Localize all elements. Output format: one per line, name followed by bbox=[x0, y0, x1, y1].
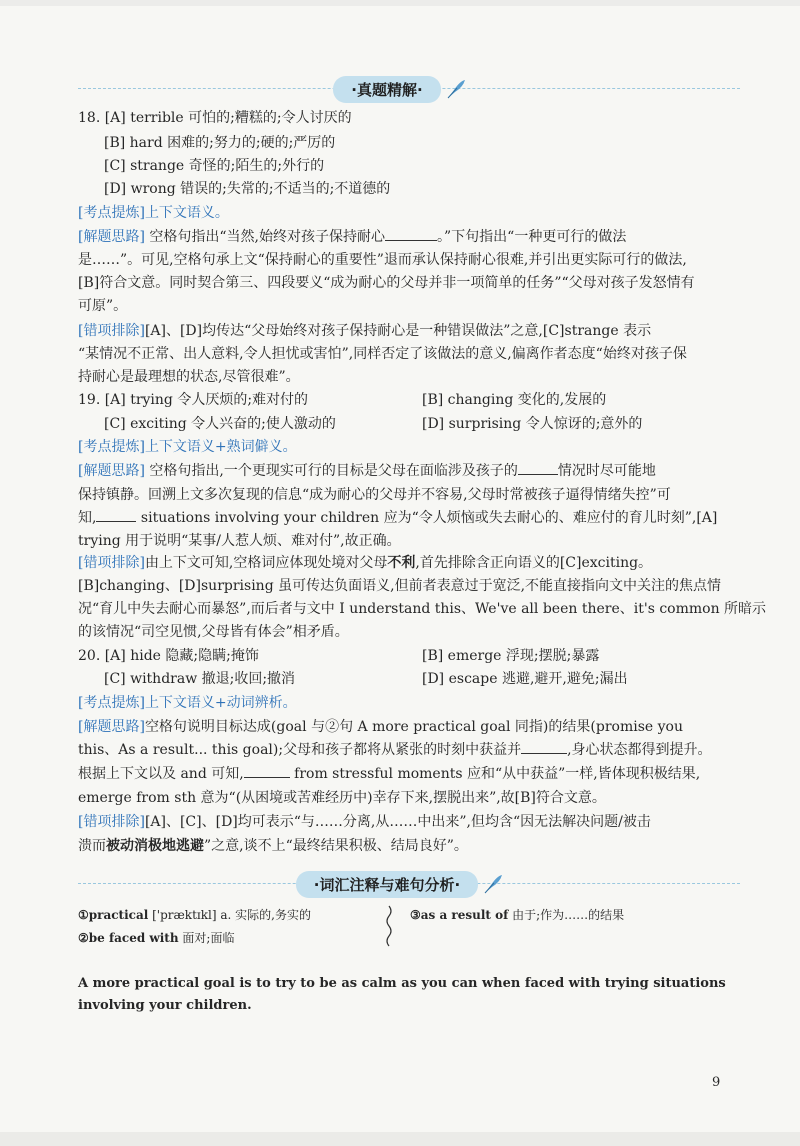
q19-reasoning-line2: 保持镇静。回溯上文多次复现的信息“成为耐心的父母并不容易,父母时常被孩子逼得情绪失控”可 bbox=[78, 487, 671, 503]
q20-option-b: [B] emerge 浮现;摆脱;暴露 bbox=[422, 648, 600, 664]
q20-key-point bbox=[78, 693, 748, 713]
quill-pen-icon bbox=[482, 873, 504, 895]
text-span: 根据上下文以及 and 可知, bbox=[78, 766, 244, 782]
reasoning-tag: [解题思路] bbox=[78, 229, 145, 245]
q18-reasoning-line1 bbox=[78, 227, 748, 247]
text-span: ,首先排除含正向语义的[C]exciting。 bbox=[415, 555, 653, 571]
answer-blank bbox=[96, 509, 136, 522]
text-span: 空格句指出,一个更现实可行的目标是父母在面临涉及孩子的 bbox=[149, 463, 518, 479]
reasoning-tag: [解题思路] bbox=[78, 719, 145, 735]
answer-blank bbox=[385, 228, 437, 241]
text-span: 被动消极地逃避 bbox=[106, 838, 204, 854]
text-span: [A]、[D]均传达“父母始终对孩子保持耐心是一种错误做法”之意,[C]strange 表示 bbox=[144, 323, 652, 339]
header-label: ·词汇注释与难句分析· bbox=[296, 871, 478, 898]
q20-option-c: [C] withdraw 撤退;收回;撤消 bbox=[104, 671, 296, 687]
key-point-tag: [考点提炼] bbox=[78, 439, 145, 455]
q20-reasoning-line3 bbox=[78, 764, 748, 784]
q20-exclusion-line1 bbox=[78, 812, 748, 832]
text-span: ['præktɪkl] a. 实际的,务实的 bbox=[152, 908, 311, 922]
key-point-text: 上下文语义+熟词僻义。 bbox=[144, 439, 297, 455]
text-span: 溃而 bbox=[78, 838, 106, 854]
q20-option-d: [D] escape 逃避,避开,避免;漏出 bbox=[422, 671, 628, 687]
q20-reasoning-line4: emerge from sth 意为“(从困境或苦难经历中)幸存下来,摆脱出来”,故[B]符合文意。 bbox=[78, 790, 606, 806]
q18-exclusion-line3: 持耐心是最理想的状态,尽管很难”。 bbox=[78, 369, 300, 385]
q18-reasoning-line3: [B]符合文意。同时契合第三、四段要义“成为耐心的父母并非一项简单的任务”“父母对孩子发怒情有 bbox=[78, 275, 695, 291]
q19-exclusion-line3: 况“育儿中失去耐心而暴怒”,而后者与文中 I understand this、We've all been there、it's common 所暗示 bbox=[78, 601, 767, 617]
section-header-vocab bbox=[0, 871, 800, 897]
q20-reasoning-line1 bbox=[78, 717, 748, 737]
q20-reasoning-line2 bbox=[78, 740, 748, 760]
text-span: situations involving your children 应为“令人烦恼或失去耐心的、难应付的育儿时刻”,[A] bbox=[140, 510, 718, 526]
text-span: [A]、[C]、[D]均可表示“与……分离,从……中出来”,但均含“因无法解决问题/被击 bbox=[144, 814, 651, 830]
q18-exclusion-line2: “某情况不正常、出人意料,令人担忧或害怕”,同样否定了该做法的意义,偏离作者态度“始终对孩子保 bbox=[78, 346, 687, 362]
q19-reasoning-line1 bbox=[78, 461, 748, 481]
q19-exclusion-line1 bbox=[78, 553, 748, 573]
vocab-item-1 bbox=[78, 906, 311, 924]
q18-reasoning-line4: 可原”。 bbox=[78, 298, 128, 314]
text-span: ②be faced with bbox=[78, 931, 179, 945]
reasoning-tag: [解题思路] bbox=[78, 463, 145, 479]
exclusion-tag: [错项排除] bbox=[78, 323, 145, 339]
bottom-edge bbox=[0, 1132, 800, 1146]
text-span: this、As a result... this goal);父母和孩子都将从紧张的时刻中获益并 bbox=[78, 742, 522, 758]
q19-reasoning-line3 bbox=[78, 508, 748, 528]
wavy-divider-icon bbox=[384, 905, 394, 947]
q18-option-d: [D] wrong 错误的;失常的;不适当的;不道德的 bbox=[104, 181, 391, 197]
text-span: ,身心状态都得到提升。 bbox=[567, 742, 712, 758]
text-span: from stressful moments 应和“从中获益”一样,皆体现积极结果, bbox=[294, 766, 701, 782]
q19-option-c: [C] exciting 令人兴奋的;使人激动的 bbox=[104, 416, 336, 432]
text-span: ①practical bbox=[78, 908, 149, 922]
q18-reasoning-line2: 是……”。可见,空格句承上文“保持耐心的重要性”退而承认保持耐心很难,并引出更实际可行的做法, bbox=[78, 252, 687, 268]
q18-exclusion-line1 bbox=[78, 321, 748, 341]
q19-key-point bbox=[78, 437, 748, 457]
answer-blank bbox=[518, 462, 558, 475]
text-span: 情况时尽可能地 bbox=[557, 463, 656, 479]
answer-blank bbox=[521, 741, 567, 754]
text-span: 知, bbox=[78, 510, 97, 526]
key-point-tag: [考点提炼] bbox=[78, 205, 145, 221]
quill-pen-icon bbox=[445, 78, 467, 100]
q18-option-c: [C] strange 奇怪的;陌生的;外行的 bbox=[104, 158, 325, 174]
vocab-item-3 bbox=[410, 906, 624, 924]
q18-option-a: 18. [A] terrible 可怕的;糟糕的;令人讨厌的 bbox=[78, 110, 352, 126]
exclusion-tag: [错项排除] bbox=[78, 555, 145, 571]
q19-reasoning-line4: trying 用于说明“某事/人惹人烦、难对付”,故正确。 bbox=[78, 533, 401, 549]
text-span: ③as a result of bbox=[410, 908, 509, 922]
example-sentence: A more practical goal is to try to be as calm as you can when faced with trying situations involving your children. bbox=[78, 976, 726, 1013]
key-point-tag: [考点提炼] bbox=[78, 695, 145, 711]
q19-exclusion-line4: 的该情况“司空见惯,父母皆有体会”相矛盾。 bbox=[78, 624, 349, 640]
text-span: 空格句说明目标达成(goal 与②句 A more practical goal 同指)的结果(promise you bbox=[144, 719, 683, 735]
q19-option-b: [B] changing 变化的,发展的 bbox=[422, 392, 607, 408]
q19-option-d: [D] surprising 令人惊讶的;意外的 bbox=[422, 416, 643, 432]
q20-exclusion-line2 bbox=[78, 836, 748, 856]
q18-key-point bbox=[78, 203, 748, 223]
top-edge bbox=[0, 0, 800, 6]
vocab-item-2 bbox=[78, 929, 234, 947]
exclusion-tag: [错项排除] bbox=[78, 814, 145, 830]
text-span: 由上下文可知,空格词应体现处境对父母 bbox=[144, 555, 388, 571]
page-number: 9 bbox=[712, 1075, 721, 1090]
q19-exclusion-line2: [B]changing、[D]surprising 虽可传达负面语义,但前者表意过于宽泛,不能直接指向文中关注的焦点情 bbox=[78, 578, 722, 594]
text-span: 由于;作为……的结果 bbox=[512, 908, 625, 922]
answer-blank bbox=[244, 765, 290, 778]
text-span: 。”下句指出“一种更可行的做法 bbox=[437, 229, 627, 245]
q19-option-a: 19. [A] trying 令人厌烦的;难对付的 bbox=[78, 392, 309, 408]
key-point-text: 上下文语义+动词辨析。 bbox=[144, 695, 297, 711]
text-span: 空格句指出“当然,始终对孩子保持耐心 bbox=[149, 229, 385, 245]
text-span: ”之意,谈不上“最终结果积极、结局良好”。 bbox=[204, 838, 468, 854]
text-span: 面对;面临 bbox=[182, 931, 235, 945]
section-header-analysis bbox=[0, 76, 800, 102]
header-label: ·真题精解· bbox=[333, 76, 440, 103]
text-span: 不利 bbox=[387, 555, 416, 571]
q18-option-b: [B] hard 困难的;努力的;硬的;严厉的 bbox=[104, 135, 336, 151]
q20-option-a: 20. [A] hide 隐藏;隐瞒;掩饰 bbox=[78, 648, 259, 664]
key-point-text: 上下文语义。 bbox=[144, 205, 229, 221]
